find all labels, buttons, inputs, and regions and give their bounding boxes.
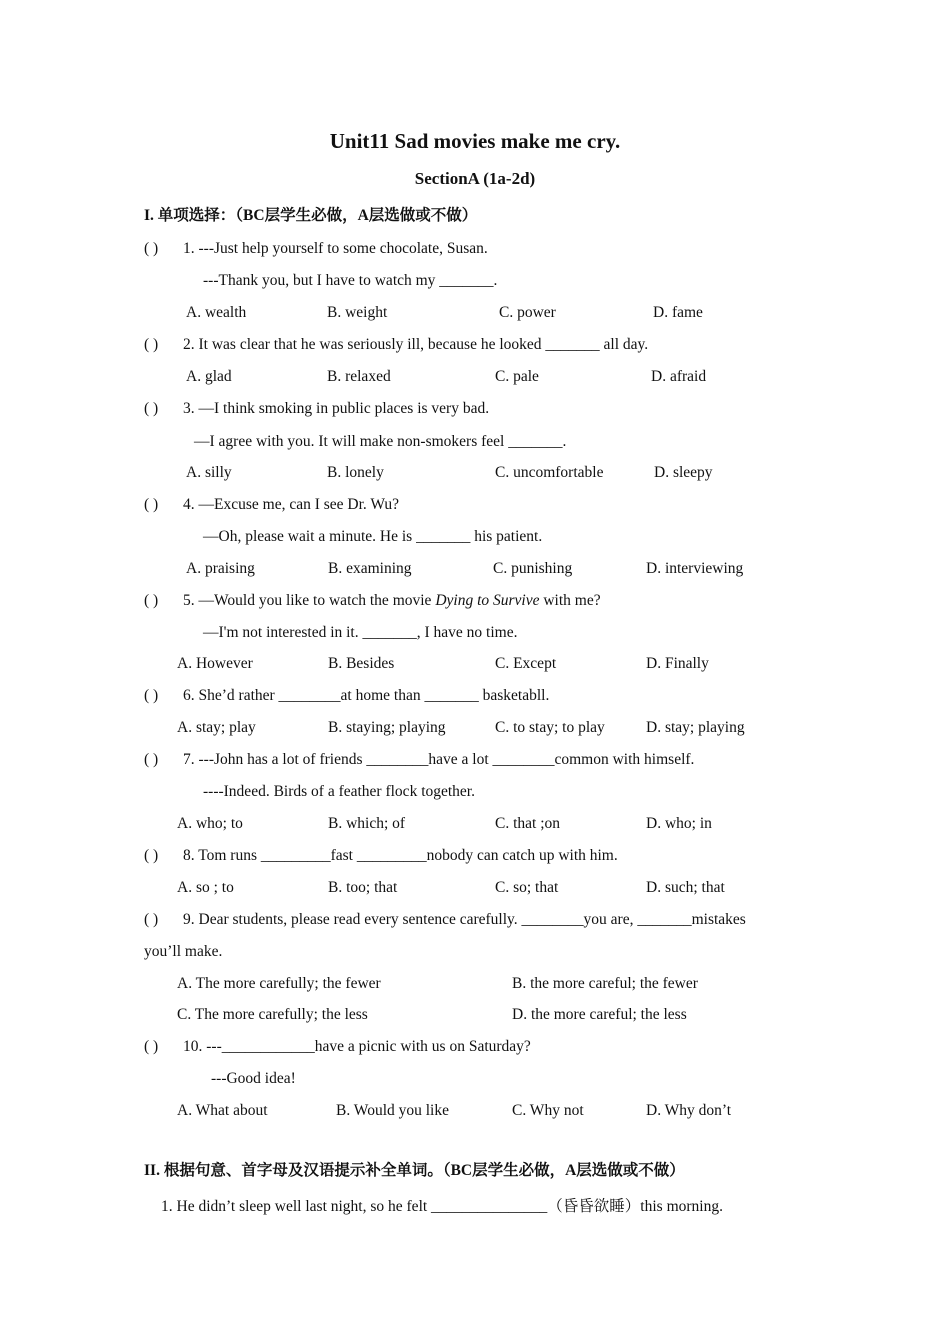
option-c: C. to stay; to play [495,719,605,736]
question-stem: 4. —Excuse me, can I see Dr. Wu? [183,496,400,513]
option-b: B. staying; playing [328,719,446,736]
page-subtitle: SectionA (1a-2d) [414,169,536,188]
option-b: B. Besides [328,655,395,672]
option-a: A. What about [177,1102,268,1119]
option-c: C. that ;on [495,815,561,832]
option-d: D. interviewing [646,560,744,577]
answer-blank[interactable]: ( ) [144,911,159,928]
answer-blank[interactable]: ( ) [144,400,159,417]
question-line: you’ll make. [144,943,223,960]
option-d: D. such; that [646,879,725,896]
answer-blank[interactable]: ( ) [144,751,159,768]
option-d: D. who; in [646,815,712,832]
option-a: A. so ; to [177,879,234,896]
option-c: C. pale [495,368,539,385]
option-b: B. examining [328,560,412,577]
option-d: D. afraid [651,368,707,385]
question-line: —I agree with you. It will make non-smokers feel _______. [194,433,567,450]
option-c: C. punishing [493,560,573,577]
answer-blank[interactable]: ( ) [144,336,159,353]
option-d: D. sleepy [654,464,713,481]
question-stem: 6. She’d rather ________at home than _______ basketabll. [183,687,550,704]
question-stem: 7. ---John has a lot of friends ________have a lot ________common with himself. [183,751,695,768]
option-a: A. who; to [177,815,243,832]
question-line: ----Indeed. Birds of a feather flock together. [203,783,475,800]
option-d: D. fame [653,304,703,321]
section-1-heading: I. 单项选择：（BC层学生必做，A层选做或不做） [144,207,478,224]
question-stem: 2. It was clear that he was seriously ill, because he looked _______ all day. [183,336,649,353]
option-d: D. Finally [646,655,709,672]
option-d: D. stay; playing [646,719,745,736]
option-b: B. lonely [327,464,384,481]
question-stem: 10. ---____________have a picnic with us on Saturday? [183,1038,531,1055]
answer-blank[interactable]: ( ) [144,240,159,257]
option-c: C. Except [495,655,557,672]
option-a: A. stay; play [177,719,256,736]
option-b: B. which; of [328,815,406,832]
question-stem: 9. Dear students, please read every sentence carefully. ________you are, _______mistakes [183,911,746,928]
option-a: A. wealth [186,304,247,321]
question-line: —I'm not interested in it. _______, I have no time. [203,624,518,641]
option-b: B. too; that [328,879,398,896]
option-a: A. The more carefully; the fewer [177,975,381,992]
option-c: C. The more carefully; the less [177,1006,368,1023]
answer-blank[interactable]: ( ) [144,1038,159,1055]
option-a: A. glad [186,368,232,385]
answer-blank[interactable]: ( ) [144,592,159,609]
option-c: C. power [499,304,556,321]
option-d: D. the more careful; the less [512,1006,687,1023]
answer-blank[interactable]: ( ) [144,496,159,513]
option-b: B. the more careful; the fewer [512,975,698,992]
fill-in-item-1: 1. He didn’t sleep well last night, so he felt _______________（昏昏欲睡）this morning. [161,1198,723,1215]
question-stem: 8. Tom runs _________fast _________nobody can catch up with him. [183,847,618,864]
option-b: B. relaxed [327,368,391,385]
option-b: B. Would you like [336,1102,449,1119]
question-line: ---Thank you, but I have to watch my _______. [203,272,498,289]
section-2-heading: II. 根据句意、首字母及汉语提示补全单词。（BC层学生必做，A层选做或不做） [144,1162,685,1179]
option-a: A. However [177,655,253,672]
question-stem: 3. —I think smoking in public places is very bad. [183,400,490,417]
option-d: D. Why don’t [646,1102,732,1119]
page-title: Unit11 Sad movies make me cry. [329,129,621,153]
option-a: A. silly [186,464,232,481]
answer-blank[interactable]: ( ) [144,847,159,864]
option-c: C. so; that [495,879,559,896]
answer-blank[interactable]: ( ) [144,687,159,704]
option-c: C. uncomfortable [495,464,604,481]
option-c: C. Why not [512,1102,584,1119]
question-stem: 5. —Would you like to watch the movie Dying to Survive with me? [183,592,601,609]
option-b: B. weight [327,304,388,321]
movie-title: Dying to Survive [435,592,540,609]
option-a: A. praising [186,560,255,577]
question-line: —Oh, please wait a minute. He is _______ his patient. [203,528,543,545]
question-stem: 1. ---Just help yourself to some chocolate, Susan. [183,240,488,257]
question-line: ---Good idea! [211,1070,296,1087]
